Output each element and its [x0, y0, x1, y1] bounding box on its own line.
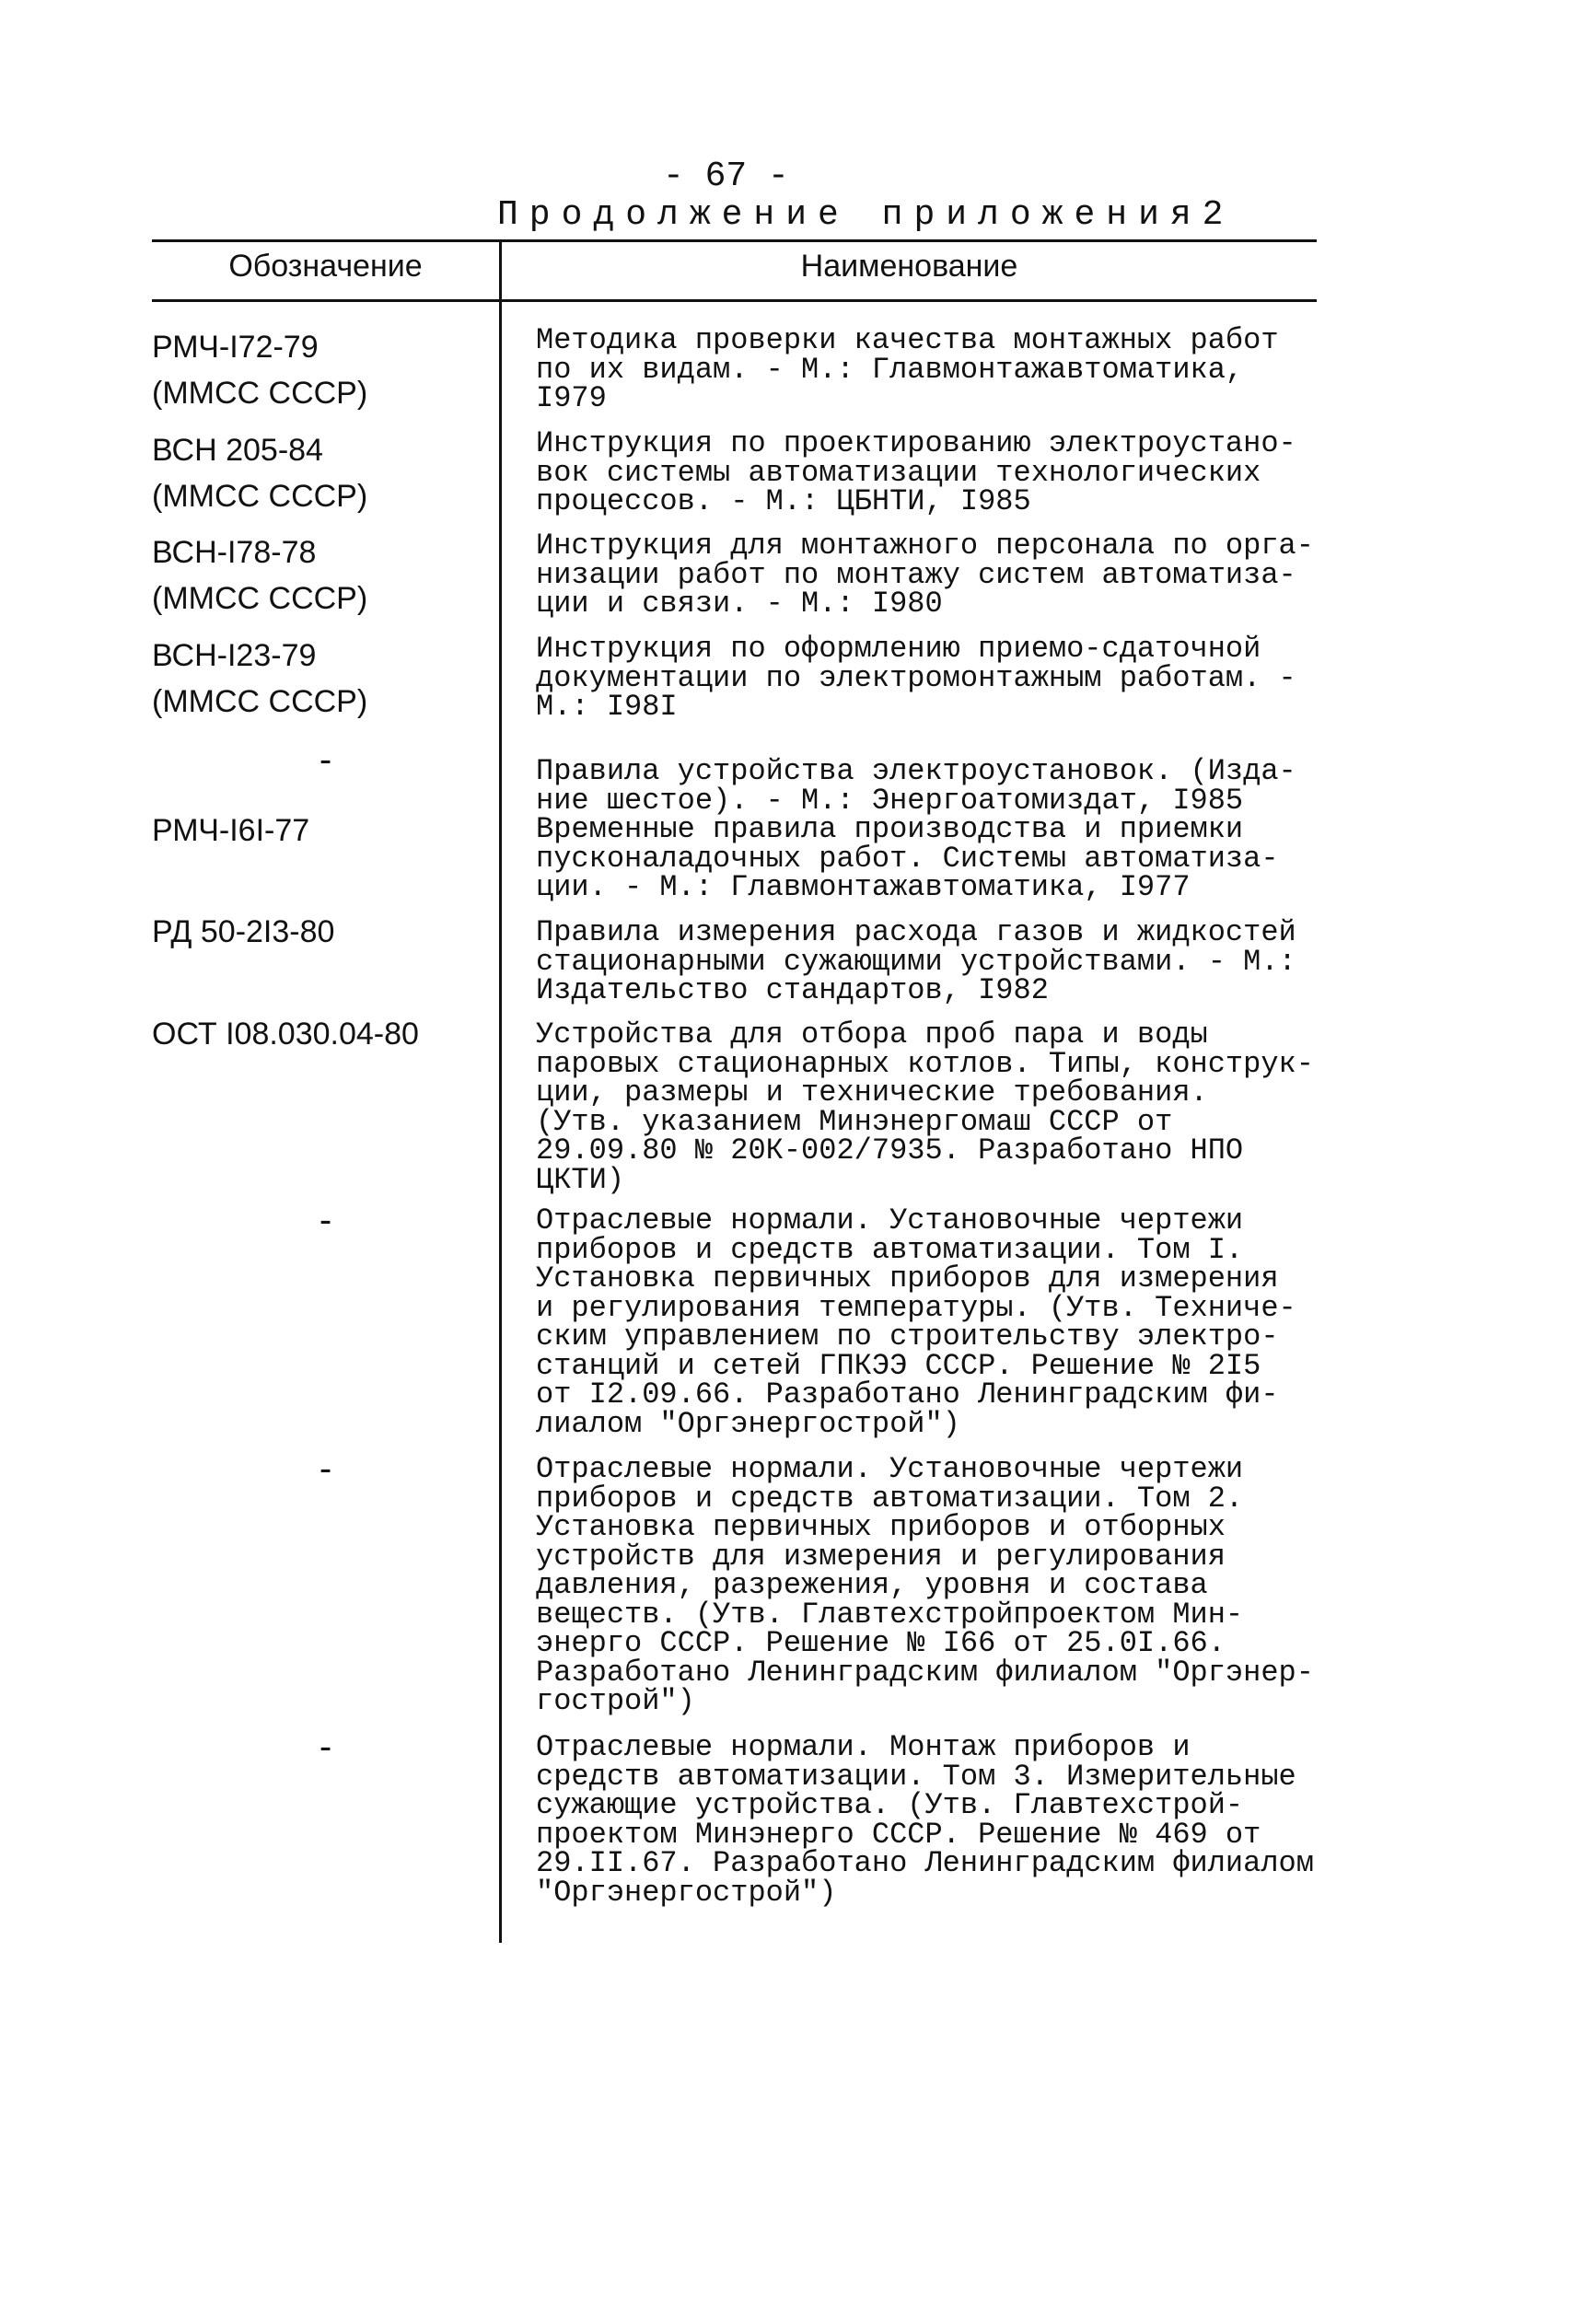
- row-designation: [152, 324, 493, 416]
- title-line: гострой"): [536, 1684, 695, 1718]
- row-title: [536, 812, 1328, 904]
- row-designation-dash: [152, 1446, 499, 1492]
- row-designation: [152, 909, 493, 955]
- title-line: Отраслевые нормали. Монтаж приборов и: [536, 1730, 1191, 1764]
- title-line: "Оргэнергострой"): [536, 1875, 837, 1910]
- title-line: Установка первичных приборов и отборных: [536, 1510, 1226, 1544]
- row-title: [536, 754, 1328, 818]
- code-line: (ММСС СССР): [152, 581, 368, 616]
- row-designation-dash: [152, 1724, 499, 1770]
- title-line: 29.09.80 № 20К-002/7935. Разработано НПО: [536, 1133, 1244, 1168]
- title-line: давления, разрежения, уровня и состава: [536, 1568, 1208, 1602]
- code-line: (ММСС СССР): [152, 684, 368, 719]
- title-line: Правила измерения расхода газов и жидкостей: [536, 915, 1296, 949]
- header-designation: Обозначение: [228, 249, 423, 284]
- title-line: приборов и средств автоматизации. Том I.: [536, 1232, 1244, 1267]
- title-line: приборов и средств автоматизации. Том 2.: [536, 1481, 1244, 1516]
- title-line: ции. - М.: Главмонтажавтоматика, I977: [536, 870, 1191, 904]
- title-line: энерго СССР. Решение № I66 от 25.0I.66.: [536, 1626, 1226, 1660]
- header-bottom-rule: [152, 299, 1317, 302]
- title-line: лиалом "Оргэнергострой"): [536, 1406, 960, 1441]
- title-line: (Утв. указанием Минэнергомаш СССР от: [536, 1104, 1173, 1139]
- row-designation-dash: [152, 1197, 499, 1243]
- title-line: ЦКТИ): [536, 1162, 625, 1197]
- appendix-continuation-title: Продолжение приложения2: [497, 195, 1235, 235]
- row-title: [536, 1730, 1328, 1910]
- row-designation: [152, 427, 493, 519]
- title-line: ции и связи. - М.: I980: [536, 587, 943, 621]
- title-line: паровых стационарных котлов. Типы, конструк-: [536, 1046, 1314, 1081]
- row-designation: [152, 1011, 493, 1057]
- row-title: [536, 323, 1328, 415]
- title-line: Отраслевые нормали. Установочные чертежи: [536, 1203, 1244, 1238]
- title-line: Устройства для отбора проб пара и воды: [536, 1017, 1208, 1052]
- title-line: станций и сетей ГПКЭЭ СССР. Решение № 2I5: [536, 1348, 1261, 1383]
- title-line: устройств для измерения и регулирования: [536, 1539, 1226, 1574]
- code-line: ВСН-I78-78: [152, 535, 317, 570]
- row-designation: [152, 529, 493, 622]
- title-line: Отраслевые нормали. Установочные чертежи: [536, 1452, 1244, 1486]
- code-line: (ММСС СССР): [152, 479, 368, 514]
- title-line: I979: [536, 381, 607, 415]
- code-line: (ММСС СССР): [152, 376, 368, 411]
- code-line: РМЧ-I6I-77: [152, 813, 310, 848]
- title-line: М.: I98I: [536, 690, 678, 724]
- row-designation: [152, 633, 493, 725]
- title-line: средств автоматизации. Том 3. Измерительные: [536, 1759, 1296, 1794]
- row-designation-dash: [152, 737, 499, 783]
- title-line: Методика проверки качества монтажных работ: [536, 323, 1279, 357]
- code-line: ВСН 205-84: [152, 433, 323, 468]
- title-line: проектом Минэнерго СССР. Решение № 469 от: [536, 1817, 1261, 1852]
- title-line: Инструкция для монтажного персонала по орга-: [536, 529, 1314, 563]
- title-line: Издательство стандартов, I982: [536, 973, 1049, 1007]
- code-line: -: [319, 739, 332, 780]
- title-line: 29.II.67. Разработано Ленинградским филиалом: [536, 1846, 1314, 1880]
- header-name: Наименование: [800, 249, 1018, 284]
- row-title: [536, 426, 1328, 518]
- row-title: [536, 531, 1328, 619]
- title-line: Инструкция по проектированию электроустано-: [536, 426, 1296, 460]
- row-title: [536, 915, 1328, 1007]
- title-line: Временные правила производства и приемки: [536, 812, 1244, 846]
- row-title: [536, 634, 1328, 722]
- title-line: от I2.09.66. Разработано Ленинградским фи-: [536, 1377, 1279, 1412]
- title-line: стационарными сужающими устройствами. - М.:: [536, 944, 1296, 979]
- code-line: ВСН-I23-79: [152, 638, 317, 673]
- title-line: низации работ по монтажу систем автоматиза-: [536, 557, 1296, 592]
- code-line: ОСТ I08.030.04-80: [152, 1017, 419, 1052]
- title-line: документации по электромонтажным работам. -: [536, 660, 1296, 695]
- title-line: веществ. (Утв. Главтехстройпроектом Мин-: [536, 1597, 1244, 1632]
- row-title: [536, 1203, 1328, 1441]
- table-top-rule: [152, 239, 1317, 242]
- row-title: [536, 1452, 1328, 1718]
- title-line: по их видам. - М.: Главмонтажавтоматика,: [536, 352, 1244, 387]
- row-title: [536, 1017, 1328, 1197]
- title-line: Разработано Ленинградским филиалом "Оргэнер-: [536, 1655, 1314, 1690]
- title-line: Инструкция по оформлению приемо-сдаточной: [536, 632, 1261, 666]
- title-line: вок системы автоматизации технологических: [536, 455, 1261, 490]
- title-line: ским управлением по строительству электро-: [536, 1319, 1279, 1354]
- code-line: -: [319, 1726, 332, 1767]
- title-line: процессов. - М.: ЦБНТИ, I985: [536, 484, 1031, 518]
- row-designation: [152, 808, 493, 854]
- title-line: сужающие устройства. (Утв. Главтехстрой-: [536, 1788, 1244, 1822]
- title-line: ции, размеры и технические требования.: [536, 1075, 1208, 1110]
- page-number: - 67 -: [663, 157, 789, 196]
- title-line: Правила устройства электроустановок. (Изда-: [536, 754, 1296, 788]
- code-line: РМЧ-I72-79: [152, 330, 319, 365]
- code-line: -: [319, 1448, 332, 1489]
- title-line: ние шестое). - М.: Энергоатомиздат, I985: [536, 783, 1244, 818]
- title-line: и регулирования температуры. (Утв. Техниче-: [536, 1290, 1296, 1325]
- title-line: Установка первичных приборов для измерения: [536, 1261, 1279, 1296]
- column-divider: [499, 239, 502, 1943]
- code-line: -: [319, 1200, 332, 1240]
- code-line: РД 50-2I3-80: [152, 914, 335, 949]
- title-line: пусконаладочных работ. Системы автоматиза-: [536, 841, 1279, 876]
